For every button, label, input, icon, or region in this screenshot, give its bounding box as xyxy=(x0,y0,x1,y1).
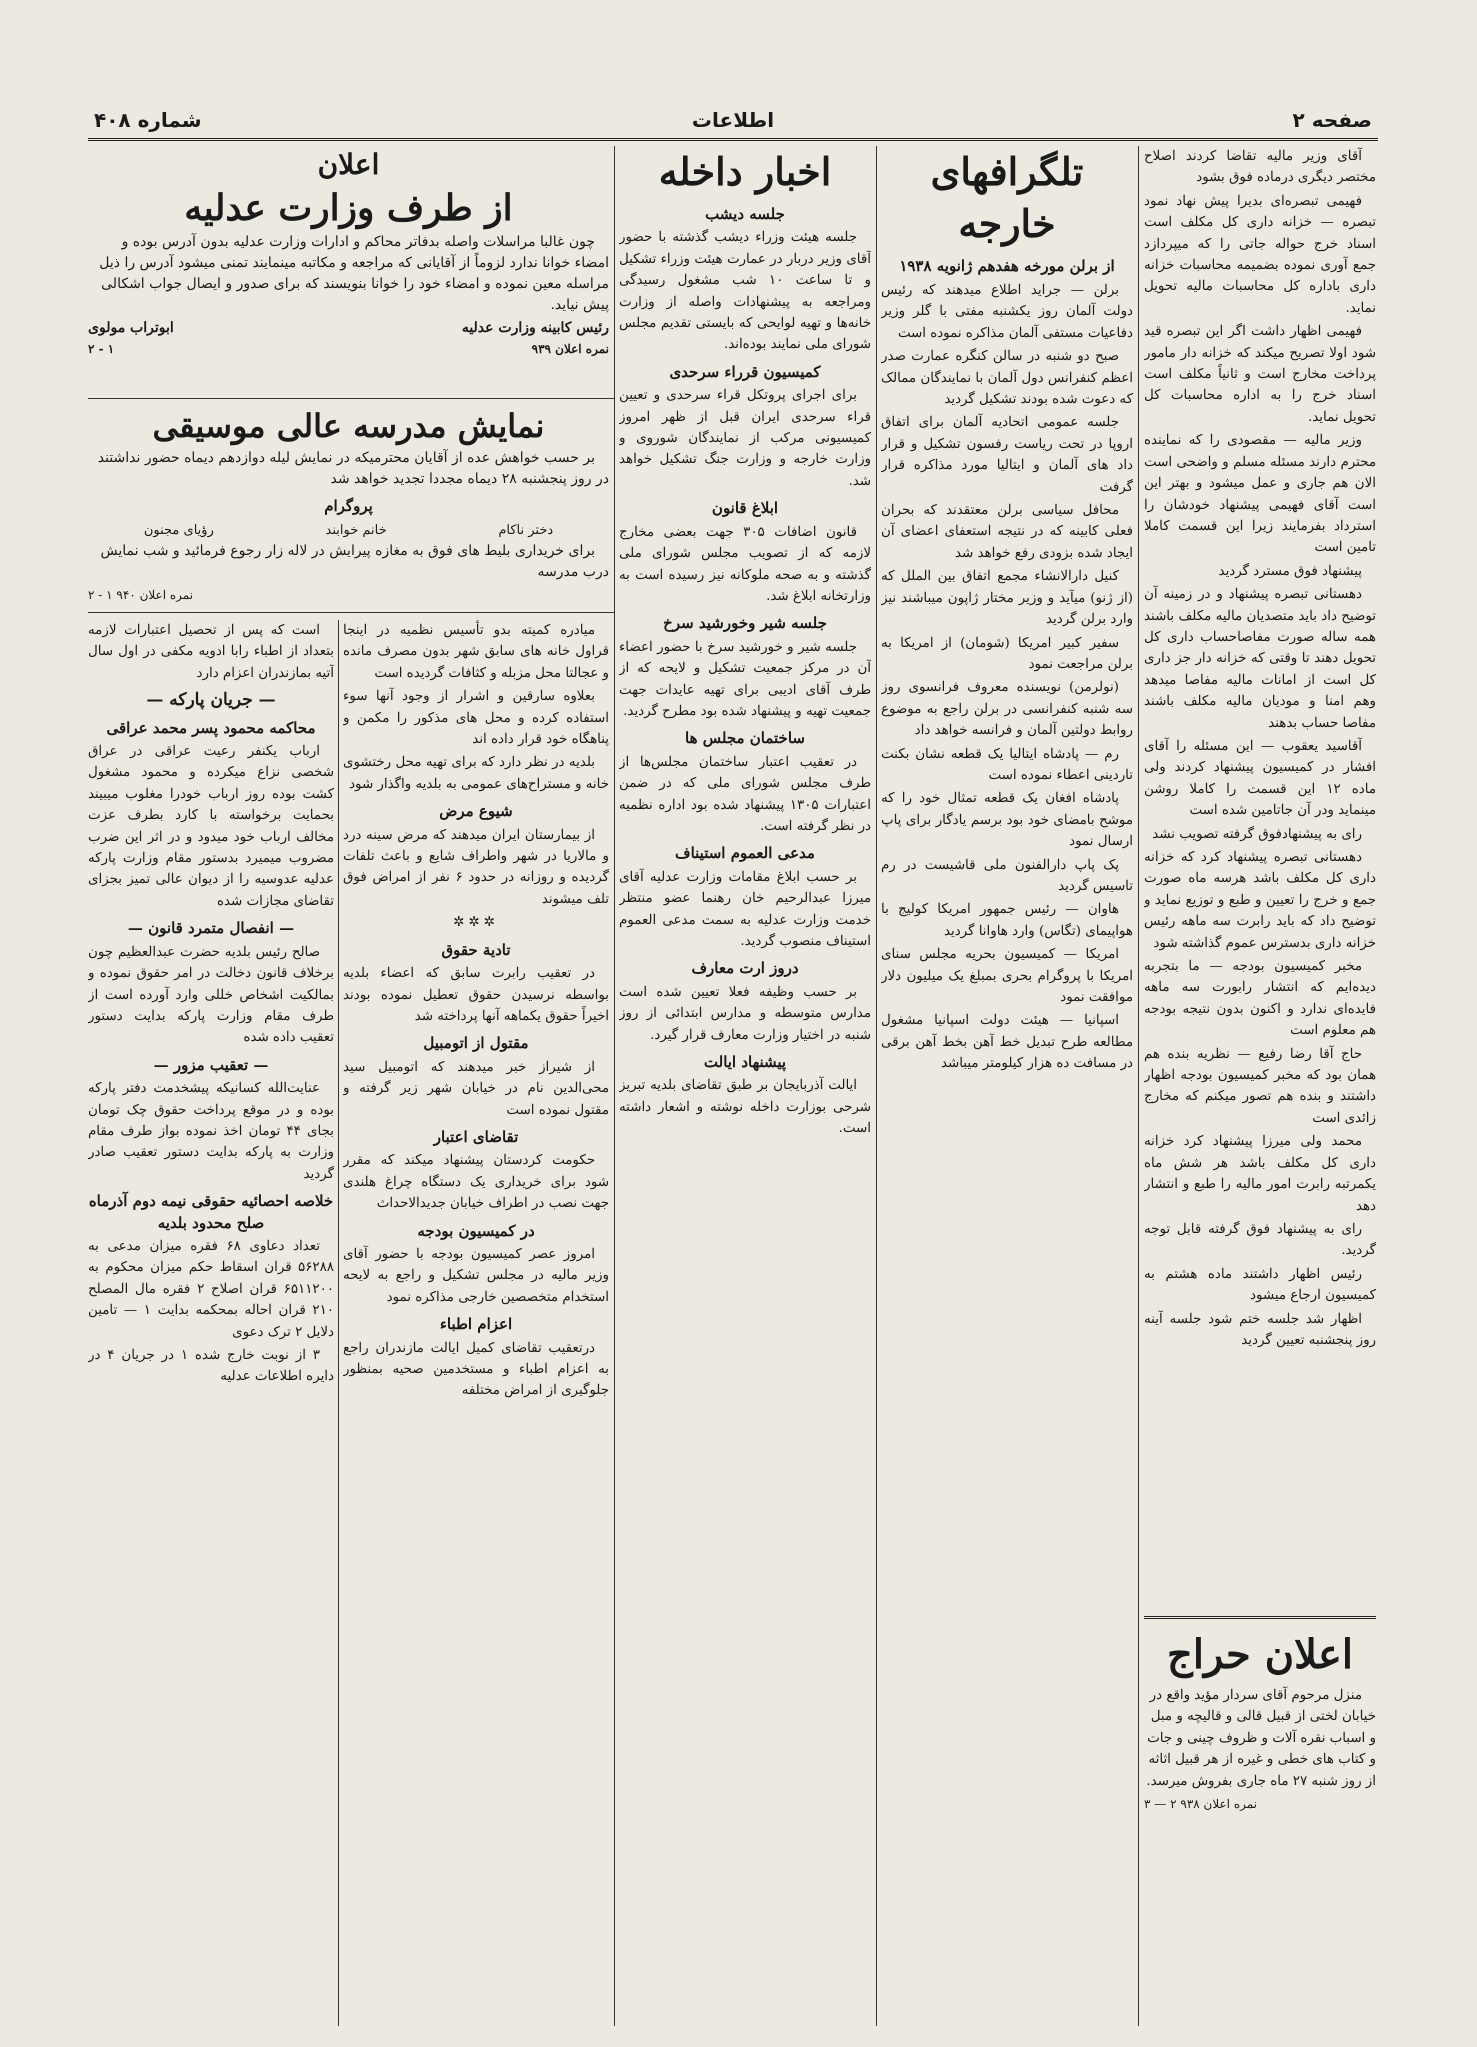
section-text: درتعقیب تقاضای کمیل ایالت مازندران راجع به اعزام اطباء و مستخدمین صحیه بمنظور جلوگیری از امراض مختلفه xyxy=(343,1340,609,1399)
paragraph: محافل سیاسی برلن معتقدند که بحران فعلی کابینه که در نتیجه استعفای اعضای آن ایجاد شده بزودی رفع خواهد شد xyxy=(881,503,1133,561)
paragraph: است که پس از تحصیل اعتبارات لازمه بتعداد از اطباء رابا ادویه مکفی در اول سال آتیه بمازندران اعزام دارد xyxy=(88,623,334,681)
program-label: پروگرام xyxy=(324,497,373,515)
paragraph: پادشاه افغان یک قطعه تمثال خود را که موشح بامضای خود بود برسم یادگار برای پاپ ارسال نمود xyxy=(881,791,1133,850)
paragraph: رم — پادشاه ایتالیا یک قطعه نشان بکنت تاردینی اعطاء نموده است xyxy=(881,746,1133,783)
paragraph: صبح دو شنبه در سالن کنگره عمارت صدر اعظم کنفرانس دول آلمان با نمایندگان ممالک که دعوت شده بودند تشکیل گردید xyxy=(881,349,1133,408)
section-rule xyxy=(88,398,614,399)
program-item: خانم خوابند xyxy=(325,523,387,538)
section-text: جلسه شیر و خورشید سرخ با حضور اعضاء آن در مرکز جمعیت تشکیل و لایحه که از طرف آقای ادیبی برای تهیه عایدات جهت جمعیت تهیه و پیشنهاد شده بود مطرح گردید. xyxy=(619,639,871,719)
section-text: حکومت کردستان پیشنهاد میکند که مقرر شود برای خریداری یک دستگاه چراغ هلندی جهت نصب در اطراف خیابان جدیدالاحداث xyxy=(343,1153,609,1212)
section-text: ارباب یکنفر رعیت عراقی در عراق شخصی نزاع میکرده و محمود مشغول کشت بوده روز ارباب خودرا مغلوب میبیند بحمایت برخواسته با کارد بطرف عزت مخالف ارباب خود میدود و در اثر این ضرب مضروب میمیرد بدستور مقام وزارت پارکه عدلیه عدوسیه را از دیوان عالی تمیز بجزای تقاضای مجازات شده xyxy=(88,744,334,909)
section-heading: محاکمه محمود پسر محمد عراقی xyxy=(106,718,316,737)
paragraph: آقاسید یعقوب — این مسئله را آقای افشار در کمیسیون پیشنهاد کردند ولی ماده ۱۲ این قسمت را کاملا روشن مینماید ودر آن جاتامین شده است xyxy=(1144,738,1376,819)
section-heading: تادیة حقوق xyxy=(441,940,511,959)
paragraph: وزیر مالیه — مقصودی را که نماینده محترم دارند مسئله مسلم و واضحی است الان هم جاری و عمل میشود و بهتر این است آقای فهیمی پیشنهاد خودشان را استرداد بفرمایند زیرا این قسمت کاملا تامین است xyxy=(1144,433,1376,556)
section-text: صالح رئیس بلدیه حضرت عبدالعظیم چون برخلاف قانون دخالت در امر حقوق نموده و بمالکیت اشخاص خللی وارد آورده است از طرف مقام وزارت پارکه بدایت دستور تعقیب داده شده xyxy=(88,944,334,1046)
notice-signature xyxy=(88,318,609,339)
newspaper-name: اطلاعات xyxy=(691,108,775,132)
paragraph: هاوان — رئیس جمهور امریکا کولیج با هواپیمای (تگاس) وارد هاوانا گردید xyxy=(881,902,1133,939)
paragraph: رای به پیشنهاد فوق گرفته قابل توجه گردید. xyxy=(1144,1221,1376,1259)
paragraph: اسپانیا — هیئت دولت اسپانیا مشغول مطالعه طرح تبدیل خط آهن بخط آهن برقی در مسافت ده هزار کیلومتر میباشد xyxy=(881,1013,1133,1072)
paragraph: پیشنهاد فوق مسترد گردید xyxy=(1218,563,1362,579)
paragraph: رای به پیشنهادفوق گرفته تصویب نشد xyxy=(1152,826,1362,842)
signer-role: رئیس کابینه وزارت عدلیه xyxy=(461,320,609,336)
section-heading: ساختمان مجلس ها xyxy=(685,729,805,748)
notice-title: از طرف وزارت عدلیه xyxy=(184,187,513,229)
column-rule xyxy=(1138,146,1139,2026)
section-heading: پیشنهاد ایالت xyxy=(703,1053,787,1072)
notice-run: ۱ - ۲ xyxy=(88,342,115,356)
section-text: برای اجرای پروتکل قراء سرحدی و تعیین قراء سرحدی ایران قبل از ظهر امروز کمیسیونی مرکب از نمایندگان شوروی و وزارت خارجه و وزارت جنگ تشکیل خواهد شد. xyxy=(619,388,871,489)
section-text: عنایت‌الله کسانیکه پیشخدمت دفتر پارکه بوده و در موقع پرداخت حقوق چک تومان بجای ۴۴ تومان اخذ نموده بواز طرف مقام وزارت به پارکه بدایت دستور تعقیب صادر گردید xyxy=(88,1081,334,1182)
music-body: بر حسب خواهش عده از آقایان محترمیکه در نمایش لیله دوازدهم دیماه حضور نداشتند در روز پنجشنبه ۲۸ دیماه مجددا تجدید خواهد شد xyxy=(97,450,609,487)
paragraph: پک پاپ دارالفنون ملی قاشیست در رم تاسیس گردید xyxy=(881,857,1133,894)
column-rule xyxy=(338,620,339,2026)
domestic-news-title: اخبار داخله xyxy=(658,149,832,194)
program-list xyxy=(88,520,609,541)
separator-stars: ✲✲✲ xyxy=(453,915,499,931)
section-text: جلسه هیئت وزراء دیشب گذشته با حضور آقای وزیر دربار در عمارت هیئت وزراء تشکیل و تا ساعت ۱۰ شب مشغول رسیدگی ومراجعه به پیشنهادات واصله از وزارت خانه‌ها و تهیه لوایحی که بایستی تقدیم مجلس شورای ملی نمایند بوده‌اند. xyxy=(619,230,871,353)
auction-number: نمره اعلان ۹۳۸ ۲ — ۳ xyxy=(1144,1797,1257,1812)
column-rule xyxy=(614,146,615,2026)
section-text: بر حسب وظیفه فعلا تعیین شده است مدارس متوسطه و مدارس ابتدائی از روز شنبه در اختیار وزارت معارف قرار گیرد. xyxy=(619,984,871,1043)
issue-number: شماره ۴۰۸ xyxy=(94,108,202,132)
notice-number: نمره اعلان ۹۳۹ xyxy=(531,342,609,356)
notice-kicker: اعلان xyxy=(317,148,380,181)
paragraph: کنیل دارالانشاء مجمع اتفاق بین الملل که (از ژنو) میآید و وزیر مختار ژاپون میباشند نیز وارد برلن گردید xyxy=(881,569,1133,628)
auction-text: منزل مرحوم آقای سردار مؤید واقع در خیابان لختی از قبیل قالی و قالیچه و مبل و اسباب نقره آلات و ظروف چینی و جات و کتاب های خطی و غیره از هر قبیل اثاثه از روز شنبه ۲۷ ماه جاری بفروش میرسد. xyxy=(1146,1688,1376,1789)
paragraph: سفیر کبیر امریکا (شومان) از امریکا به برلن مراجعت نمود xyxy=(881,635,1133,672)
paragraph: محمد ولی میرزا پیشنهاد کرد خزانه داری کل مکلف باشد هر شش ماه یکمرتبه رابرت امور مالیه را طبع و انتشار دهد xyxy=(1144,1134,1376,1214)
section-heading: دروز ارت معارف xyxy=(691,959,799,978)
paragraph: آقای وزیر مالیه تقاضا کردند اصلاح مختصر دیگری درماده فوق بشود xyxy=(1144,149,1376,186)
paragraph: فهیمی تبصره‌ای بدیرا پیش نهاد نمود تبصره — خزانه داری کل مکلف است اسناد خرج حواله جاتی را که میپردازد جمع آوری نموده بضمیمه محاسبات خزانه داری باداره کل محاسبات مالیه تحویل نماید. xyxy=(1144,193,1376,316)
section-heading: ابلاغ قانون xyxy=(711,499,779,518)
foreign-telegrams-title: تلگرافهای خارجه xyxy=(930,149,1084,246)
paragraph: جلسه عمومی اتحادیه آلمان برای اتفاق اروپا در تحت ریاست رفسون تشکیل و قرار داد های آلمان و ایتالیا مورد مذاکره قرار گرفت xyxy=(881,415,1133,495)
column-court-news xyxy=(88,620,334,2026)
section-heading: خلاصه احصائیه حقوقی نیمه دوم آذرماه صلح محدود بلدیه xyxy=(88,1192,334,1232)
section-heading: تقاضای اعتبار xyxy=(433,1127,519,1146)
paragraph: میادره کمیته بدو تأسیس نظمیه در اینجا قراول خانه های سابق شهر بدون مصرف مانده و عجالتا محل مزبله و کثافات گردیده است xyxy=(343,623,609,681)
paragraph: دهستانی تبصره پیشنهاد کرد که خزانه داری کل مکلف باشد هرسه ماه صورت جمع و خرج را تعیین و طبع و توزیع نماید و توضیح داد که باید رابرت سه ماهه رئیس خزانه داری بدسترس عموم گذاشته شود xyxy=(1144,850,1376,951)
column-foreign-telegrams xyxy=(881,146,1133,2026)
section-text: در تعقیب اعتبار ساختمان مجلس‌ها از طرف مجلس شورای ملی که در ضمن اعتبارات ۱۳۰۵ پیشنهاد شده بود اداره نظمیه در نظر گرفته است. xyxy=(619,754,871,834)
masthead xyxy=(88,104,1378,141)
foreign-telegrams-dateline: از برلن مورخه هفدهم ژانویه ۱۹۳۸ xyxy=(899,257,1115,275)
section-text: تعداد دعاوی ۶۸ فقره میزان مدعی به ۵۶۲۸۸ قران اسقاط حکم میزان محکوم به ۶۵۱۱۲۰۰ قران اصلاح ۲ فقره مال المصلح ۲۱۰ قران احاله بمحکمه بدایت ۱ — تامین دلایل ۲ ترک دعوی xyxy=(88,1238,334,1340)
paragraph: حاج آقا رضا رفیع — نظریه بنده هم همان بود که مخبر کمیسیون بودجه اظهار داشتند و بنده هم تصور میکنم که مخارج زائدی است xyxy=(1144,1046,1376,1126)
section-heading: جلسه شیر وخورشید سرخ xyxy=(663,614,827,633)
section-text: امروز عصر کمیسیون بودجه با حضور آقای وزیر مالیه در مجلس تشکیل و راجع به لایحه استخدام متخصصین خارجی مذاکره نمود xyxy=(343,1246,609,1305)
paragraph: دهستانی تبصره پیشنهاد و در زمینه آن توضیح داد باید متصدیان مالیه مکلف باشند همه ساله صورت مفاصاحساب داری کل تحویل دهند تا وقتی که خزانه دار جز داری کل است از امانات مالیه مفاصا میدهد وهم امنا و مودیان مالیه مکلف باشند مفاصا حساب بدهند xyxy=(1144,587,1376,731)
section-heading: جلسه دیشب xyxy=(705,205,785,223)
section-heading: کمیسیون قرراء سرحدی xyxy=(669,362,821,381)
music-school-notice xyxy=(88,404,609,606)
section-heading: مقتول از اتومبیل xyxy=(423,1034,529,1053)
paragraph: امریکا — کمیسیون بحریه مجلس سنای امریکا با پروگرام بحری بمبلغ یک میلیون دلار موافقت نمود xyxy=(881,947,1133,1005)
paragraph: بعلاوه سارقین و اشرار از وجود آنها سوء استفاده کرده و محل های مذکور را مکمن و پناهگاه خود قرار داده اند xyxy=(343,689,609,748)
ticket-info: برای خریداری بلیط های فوق به مغازه پیرایش در لاله زار رجوع فرمائید و شب نمایش درب مدرسه xyxy=(100,543,609,580)
section-rule xyxy=(88,612,614,613)
music-notice-number: نمره اعلان ۹۴۰ ۱ - ۲ xyxy=(88,588,194,602)
section-heading: اعزام اطباء xyxy=(439,1315,513,1334)
section-text: از شیراز خبر میدهند که اتومبیل سید محی‌الدین نام در خیابان شهر زیر گرفته و مقتول نموده است xyxy=(343,1059,609,1118)
section-heading: — تعقیب مزور — xyxy=(153,1055,269,1074)
section-text: قانون اضافات ۳۰۵ جهت بعضی مخارج لازمه که از تصویب مجلس شورای ملی گذشته و به صحه ملوکانه نیز رسیده است به وزارتخانه ابلاغ شد. xyxy=(619,524,871,604)
paragraph: فهیمی اظهار داشت اگر این تبصره قید شود اولا تصریح میکند که خزانه دار مامور پرداخت مخارج است و ثانیاً مکلف است اسناد خرج را به اداره محاسبات کل تحویل نماید. xyxy=(1144,324,1376,425)
section-text: بر حسب ابلاغ مقامات وزارت عدلیه آقای میرزا عبدالرحیم خان رهنما عضو منتظر خدمت وزارت عدلیه به سمت مدعی العموم استیناف منصوب گردید. xyxy=(619,869,871,949)
column-parliament xyxy=(1144,146,1376,1606)
auction-title: اعلان حراج xyxy=(1144,1616,1376,1685)
notice-number-row xyxy=(88,339,609,360)
paragraph: رئیس اظهار داشتند ماده هشتم به کمیسیون ارجاع میشود xyxy=(1144,1266,1376,1304)
program-item: رؤیای مجنون xyxy=(143,523,214,538)
paragraph: اظهار شد جلسه ختم شود جلسه آینه روز پنجشنبه تعیین گردید xyxy=(1144,1311,1376,1348)
section-text: از بیمارستان ایران میدهند که مرض سینه درد و مالاریا در شهر واطراف شایع و باعث تلفات گردیده و روزانه در حدود ۶ نفر از امراض فوق تلف میشوند xyxy=(343,827,609,907)
auction-notice xyxy=(1144,1616,1376,1815)
section-heading: در کمیسیون بودجه xyxy=(417,1221,535,1240)
music-title: نمایش مدرسه عالی موسیقی xyxy=(152,407,545,445)
notice-body: چون غالبا مراسلات واصله بدفاتر محاکم و ادارات وزارت عدلیه بدون آدرس بوده و امضاء خوانا ندارد لزوماً از آقایانی که مراجعه و مکاتبه مینمایند تمنی میشود آدرس را ذیل مراسله معین نموده و امضاء خود را خوانا بنویسند که برای صدور و ایصال جواب اشکالی پیش نیاید. xyxy=(99,234,609,313)
justice-ministry-notice xyxy=(88,146,609,360)
section-heading: شیوع مرض xyxy=(439,802,513,821)
section-text: ایالت آذربایجان بر طبق تقاضای بلدیه تبریز شرحی بوزارت داخله نوشته و اشعار داشته است. xyxy=(619,1078,871,1137)
paragraph: مخبر کمیسیون بودجه — ما بتجربه دیده‌ایم که انتشار رابورت سه ماهه فایده‌ای ندارد و اکنون بدون نتیجه بودجه هم معلوم است xyxy=(1144,959,1376,1039)
column-rule xyxy=(876,146,877,2026)
page-number: صفحه ۲ xyxy=(1292,108,1372,132)
paragraph: برلن — جراید اطلاع میدهند که رئیس دولت آلمان روز یکشنبه مفتی با گلر وزیر دفاعیات مستفی آلمان مذاکره نموده است xyxy=(881,283,1133,341)
section-heading: مدعی العموم استیناف xyxy=(675,844,815,863)
paragraph: (نولرمن) نویسنده معروف فرانسوی روز سه شنبه کنفرانسی در برلن راجع به موضوع روابط دولتین آلمان و فرانسه خواهد داد xyxy=(881,680,1133,739)
court-heading: — جریان پارکه — xyxy=(146,690,276,711)
section-text: در تعقیب رابرت سابق که اعضاء بلدیه بواسطه نرسیدن حقوق تعطیل نموده بودند اخیراً حقوق یکماهه آنها پرداخته شد xyxy=(343,966,609,1024)
column-municipal-news xyxy=(343,620,609,2026)
section-text: ۳ از نوبت خارج شده ۱ در جریان ۴ در دایره اطلاعات عدلیه xyxy=(88,1348,334,1385)
column-domestic-news xyxy=(619,146,871,2026)
section-heading: — انفصال متمرد قانون — xyxy=(127,919,295,938)
program-item: دختر ناکام xyxy=(498,523,554,538)
paragraph: بلدیه در نظر دارد که برای تهیه محل رختشوی خانه و مستراح‌های عمومی به بلدیه واگذار شود xyxy=(343,755,609,792)
signer-name: ابوتراب مولوی xyxy=(88,320,174,336)
